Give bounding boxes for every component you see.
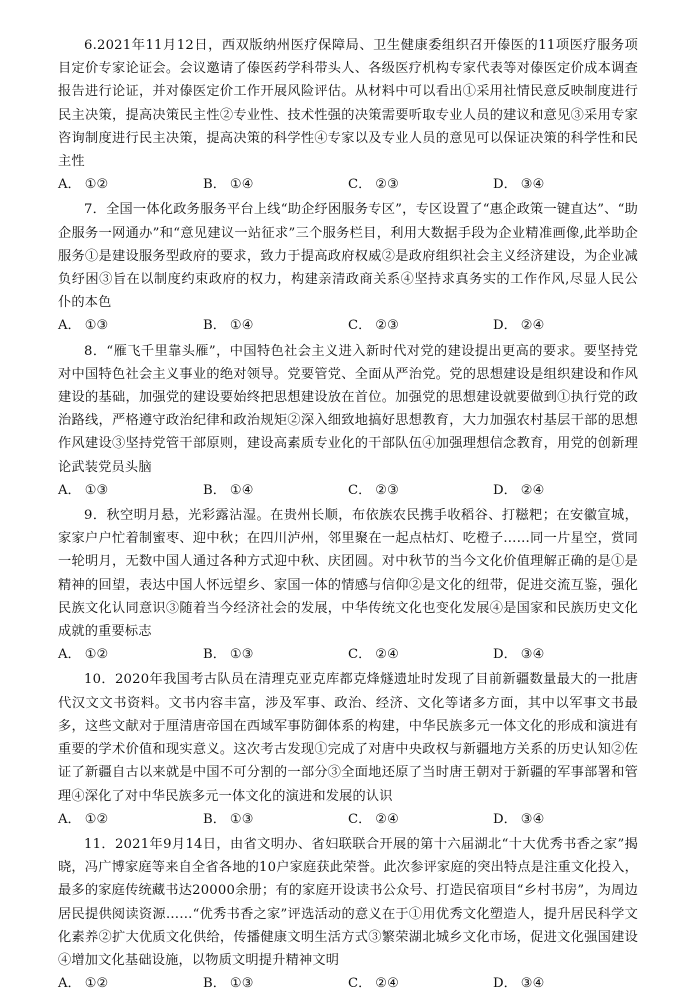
- option-text: ①②: [84, 976, 109, 992]
- option-letter: C．: [348, 647, 372, 663]
- option-c: [348, 314, 493, 337]
- option-text: ②③: [375, 177, 399, 193]
- option-letter: C．: [348, 811, 372, 827]
- option-letter: C．: [348, 976, 372, 992]
- question-stem: 10．2020年我国考古队员在清理克亚克库都克烽燧遗址时发现了目前新疆数量最大的一批唐代汉文文书资料。文书内容丰富，涉及军事、政治、经济、文化等诸多方面，其中以军事文书最多，这些文献对于厘清唐帝国在西域军事防御体系的构建，中华民族多元一体文化的形成和演进有重要的学术价值和现实意义。这次考古发现①完成了对唐中央政权与新疆地方关系的历史认知②佐证了新疆自古以来就是中国不可分割的一部分③全面地还原了当时唐王朝对于新疆的军事部署和管理④深化了对中华民族多元一体文化的演进和发展的认识: [58, 672, 638, 804]
- question-stem: 8．“雁飞千里靠头雁”，中国特色社会主义进入新时代对党的建设提出更高的要求。要坚持党对中国特色社会主义事业的绝对领导。党要管党、全面从严治党。党的思想建设是组织建设和作风建设的基础，加强党的建设要始终把思想建设放在首位。加强党的思想建设就要做到①执行党的政治路线，严格遵守政治纪律和政治规矩②深入细致地搞好思想教育，大力加强农村基层干部的思想作风建设③坚持党管干部原则，建设高素质专业化的干部队伍④加强理想信念教育，用党的创新理论武装党员头脑: [58, 343, 638, 475]
- option-text: ①④: [229, 318, 254, 334]
- option-c: [348, 808, 493, 831]
- option-text: ②③: [375, 318, 399, 334]
- option-letter: B．: [203, 177, 226, 193]
- option-text: ③④: [520, 647, 545, 663]
- option-text: ①④: [229, 482, 254, 498]
- option-letter: D．: [493, 976, 517, 992]
- option-a: [58, 808, 203, 831]
- question-6: [58, 34, 638, 196]
- option-text: ③④: [520, 177, 545, 193]
- answer-options: [58, 479, 638, 502]
- option-text: ②③: [375, 482, 399, 498]
- option-a: [58, 972, 203, 995]
- option-letter: C．: [348, 482, 372, 498]
- option-letter: A．: [58, 318, 81, 334]
- option-text: ③④: [520, 811, 545, 827]
- option-letter: B．: [203, 647, 226, 663]
- option-text: ①③: [84, 318, 109, 334]
- option-letter: C．: [348, 318, 372, 334]
- option-a: [58, 314, 203, 337]
- option-text: ①②: [84, 177, 109, 193]
- option-a: [58, 479, 203, 502]
- option-b: [203, 173, 348, 196]
- option-c: [348, 972, 493, 995]
- answer-options: [58, 643, 638, 666]
- option-text: ②④: [520, 482, 545, 498]
- option-text: ①②: [84, 647, 109, 663]
- option-text: ①④: [229, 177, 254, 193]
- option-d: [493, 972, 638, 995]
- option-letter: D．: [493, 811, 517, 827]
- option-letter: A．: [58, 976, 81, 992]
- option-d: [493, 808, 638, 831]
- option-b: [203, 972, 348, 995]
- option-d: [493, 314, 638, 337]
- option-b: [203, 808, 348, 831]
- question-9: [58, 504, 638, 666]
- option-letter: B．: [203, 976, 226, 992]
- option-c: [348, 173, 493, 196]
- option-d: [493, 643, 638, 666]
- option-letter: D．: [493, 482, 517, 498]
- option-c: [348, 479, 493, 502]
- option-letter: C．: [348, 177, 372, 193]
- option-b: [203, 479, 348, 502]
- option-text: ①③: [229, 647, 254, 663]
- option-text: ②④: [520, 318, 545, 334]
- option-text: ②④: [375, 647, 399, 663]
- question-7: [58, 198, 638, 337]
- option-letter: D．: [493, 318, 517, 334]
- option-letter: A．: [58, 482, 81, 498]
- answer-options: [58, 314, 638, 337]
- option-letter: A．: [58, 811, 81, 827]
- option-text: ②④: [375, 976, 399, 992]
- option-letter: B．: [203, 482, 226, 498]
- option-letter: B．: [203, 811, 226, 827]
- option-a: [58, 173, 203, 196]
- option-c: [348, 643, 493, 666]
- option-text: ①③: [229, 811, 254, 827]
- option-d: [493, 479, 638, 502]
- option-text: ①③: [84, 482, 109, 498]
- question-stem: 11．2021年9月14日，由省文明办、省妇联联合开展的第十六届湖北“十大优秀书香之家”揭晓，冯广博家庭等来自全省各地的10户家庭获此荣誉。此次参评家庭的突出特点是注重文化投入，最多的家庭传统藏书达20000余册；有的家庭开设读书公众号、打造民宿项目“乡村书房”，为周边居民提供阅读资源……“优秀书香之家”评选活动的意义在于①用优秀文化塑造人，提升居民科学文化素养②扩大优质文化供给，传播健康文明生活方式③繁荣湖北城乡文化市场，促进文化强国建设④增加文化基础设施，以物质文明提升精神文明: [58, 836, 638, 968]
- option-a: [58, 643, 203, 666]
- question-8: [58, 340, 638, 502]
- option-letter: B．: [203, 318, 226, 334]
- option-text: ③④: [520, 976, 545, 992]
- answer-options: [58, 173, 638, 196]
- question-stem: 7．全国一体化政务服务平台上线“助企纾困服务专区”，专区设置了“惠企政策一键直达”、“助企服务一网通办”和“意见建议一站征求”三个服务栏目，利用大数据手段为企业精准画像,此举助企服务①是建设服务型政府的要求，致力于提高政府权威②是政府组织社会主义经济建设，为企业减负纾困③旨在以制度约束政府的权力，构建亲清政商关系④坚持求真务实的工作作风,尽显人民公仆的本色: [58, 202, 638, 311]
- option-letter: D．: [493, 177, 517, 193]
- option-b: [203, 314, 348, 337]
- answer-options: [58, 808, 638, 831]
- option-d: [493, 173, 638, 196]
- option-letter: A．: [58, 647, 81, 663]
- option-text: ①③: [229, 976, 254, 992]
- option-text: ①②: [84, 811, 109, 827]
- option-letter: D．: [493, 647, 517, 663]
- question-10: [58, 668, 638, 830]
- option-letter: A．: [58, 177, 81, 193]
- option-text: ②④: [375, 811, 399, 827]
- question-stem: 6.2021年11月12日，西双版纳州医疗保障局、卫生健康委组织召开傣医的11项医疗服务项目定价专家论证会。会议邀请了傣医药学科带头人、各级医疗机构专家代表等对傣医定价成本调查报告进行论证，并对傣医定价工作开展风险评估。从材料中可以看出①采用社情民意反映制度进行民主决策，提高决策民主性②专业性、技术性强的决策需要听取专业人员的建议和意见③采用专家咨询制度进行民主决策，提高决策的科学性④专家以及专业人员的意见可以保证决策的科学性和民主性: [58, 38, 638, 170]
- answer-options: [58, 972, 638, 995]
- option-b: [203, 643, 348, 666]
- question-stem: 9．秋空明月悬，光彩露沾湿。在贵州长顺，布依族农民携手收稻谷、打糍粑；在安徽宣城，家家户户忙着制蜜枣、迎中秋；在四川泸州，邻里聚在一起点枯灯、吃橙子……同一片星空，赏同一轮明月，无数中国人通过各种方式迎中秋、庆团圆。对中秋节的当今文化价值理解正确的是①是精神的回望，表达中国人怀远望乡、家国一体的情感与信仰②是文化的纽带，促进交流互鉴，强化民族文化认同意识③随着当今经济社会的发展，中华传统文化也变化发展④是国家和民族历史文化成就的重要标志: [58, 508, 638, 640]
